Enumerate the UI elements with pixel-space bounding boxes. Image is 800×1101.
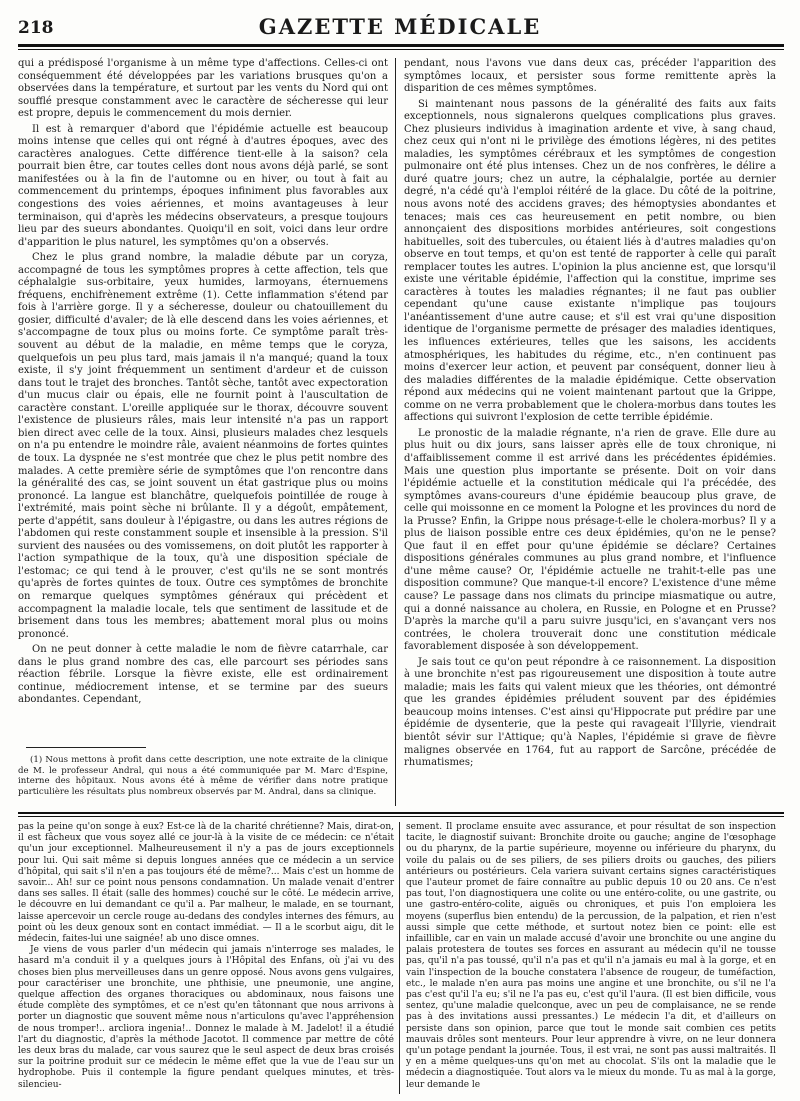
paragraph: Je viens de vous parler d'un médecin qui jamais n'interroge ses malades, le hasard m'a conduit il y a quelques jours à l'Hôpital des Enfans, où j'ai vu des choses bien plus merveilleuses dans un genre opposé. Nous avons gens vulgaires, pour caractériser une bronchite, une phthisie, une pneumonie, une angine, quelque affection des organes thoraciques ou abdominaux, nous faisons une étude complète des symptômes, et ce n'est qu'en tâtonnant que nous arrivons à porter un diagnostic que souvent même nous n'articulons qu'avec l'appréhension de nous tromper!.. arcliora ingenia!.. Donnez le malade à M. Jadelot! il a étudié l'art du diagnostic, d'après la méthode Jacotot. Il commence par mettre de côté les deux bras du malade, car vous saurez que le seul aspect de deux bras croisés sur la poitrine produit sur ce médecin le même effet que la vue de l'eau sur un hydrophobe. Puis il contemple la figure pendant quelques minutes, et très-silencieu-: [18, 945, 394, 1090]
footnote: [18, 755, 388, 807]
header-rule-thin: [18, 49, 784, 50]
paragraph: Je sais tout ce qu'on peut répondre à ce raisonnement. La disposition à une bronchite n'est pas rigoureusement une disposition à toute autre maladie; mais les faits qui valent mieux que les théories, ont démontré que les grandes épidémies préludent souvent par des épidémies beaucoup moins intenses. C'est ainsi qu'Hippocrate put prédire par une épidémie de dysenterie, que la peste qui ravageait l'Illyrie, viendrait bientôt sévir sur l'Attique; qu'à Naples, l'épidémie si grave de fièvre malignes observée en 1764, fut au rapport de Sarcône, précédée de rhumatismes;: [404, 656, 776, 769]
paragraph: On ne peut donner à cette maladie le nom de fièvre catarrhale, car dans le plus grand nombre des cas, elle parcourt ses périodes sans réaction fébrile. Lorsque la fièvre existe, elle est ordinairement continue, médiocrement intense, et se termine par des sueurs abondantes. Cependant,: [18, 644, 388, 706]
feuilleton-right-column: [406, 822, 776, 1094]
paragraph: Il est à remarquer d'abord que l'épidémie actuelle est beaucoup moins intense que celles qui ont régné à d'autres époques, avec des caractères analogues. Cette différence tient-elle à la saison? cela pourrait bien être, car toutes celles dont nous avons déjà parlé, se sont manifestées ou à la fin de l'automne ou en hiver, ou tout à fait au commencement du printemps, époques infiniment plus favorables aux congestions des voies aériennes, et moins avantageuses à leur terminaison, qui d'après les médecins observateurs, a presque toujours lieu par des sueurs abondantes. Quoiqu'il en soit, voici dans leur ordre d'apparition le plus naturel, les symptômes qu'on a observés.: [18, 123, 388, 248]
feuilleton-left-column: [18, 822, 394, 1094]
feuilleton-divider: [399, 822, 400, 1094]
paragraph: sement. Il proclame ensuite avec assurance, et pour résultat de son inspection tacite, le diagnostif suivant: Bronchite droite ou gauche; angine de l'œsophage ou du pharynx, de la partie supérieure, moyenne ou inférieure du pharynx, du voile du palais ou de ses piliers, de ses piliers droits ou gauches, des piliers antérieurs ou postérieurs. Cela variera suivant certains signes caractéristiques que l'auteur promet de faire connaître au public depuis 10 ou 20 ans. Ce n'est pas tout, l'on diagnostiquera une colite ou une entéro-colite, ou une gastrite, ou une gastro-entéro-colite, aiguës ou chroniques, et puis l'on emploiera les moyens (superflus bien entendu) de la percussion, de la palpation, et rien n'est aussi simple que cette méthode, et surtout notez bien ce point: elle est infaillible, car en vain un malade accusé d'avoir une bronchite ou une angine du palais protestera de toutes ses forces en assurant au médecin qu'il ne tousse pas, qu'il n'a pas toussé, qu'il n'a pas et qu'il n'a jamais eu mal à la gorge, et en vain l'inspection de la bouche constatera l'absence de rougeur, de tuméfaction, etc., le malade n'en aura pas moins une angine et une bronchite, ou s'il ne l'a pas c'est qu'il l'a eu; s'il ne l'a pas eu, c'est qu'il l'aura. (Il est bien difficile, vous sentez, qu'une maladie quelconque, avec un peu de complaisance, ne se rende pas à des invitations aussi pressantes.) Le médecin l'a dit, et d'ailleurs on persiste dans son opinion, parce que tout le monde sait combien ces petits mauvais drôles sont menteurs. Pour leur apprendre à vivre, on ne leur donnera qu'un potage pendant la journée. Tous, il est vrai, ne sont pas aussi maltraités. Il y en a même quelques-uns qu'on met au chocolat. S'ils ont la maladie que le médecin a diagnostiquée. Tout alors va le mieux du monde. Tu as mal à la gorge, leur demande le: [406, 822, 776, 1090]
paragraph: Si maintenant nous passons de la généralité des faits aux faits exceptionnels, nous signalerons quelques complications plus graves. Chez plusieurs individus à imagination ardente et vive, à sang chaud, chez ceux qui n'ont ni le privilège des émotions légères, ni des petites maladies, les symptômes cérébraux et les symptômes de congestion pulmonaire ont été plus intenses. Chez un de nos confrères, le délire a duré quatre jours; chez un autre, la céphalalgie, portée au dernier degré, n'a cédé qu'à l'emploi réitéré de la glace. Du côté de la poitrine, nous avons noté des accidens graves; des hémoptysies abondantes et tenaces; mais ces cas heureusement en petit nombre, ou bien annonçaient des dispositions morbides antérieures, soit congestions habituelles, soit des tubercules, ou étaient liés à d'autres maladies qu'on observe en tout temps, et qu'on est tenté de rapporter à celle qui paraît remplacer toutes les autres. L'opinion la plus ancienne est, que lorsqu'il existe une véritable épidémie, l'affection qui la constitue, imprime ses caractères à toutes les maladies régnantes; il ne faut pas oublier cependant qu'une cause existante n'implique pas toujours l'anéantissement d'une autre cause; et s'il est vrai qu'une disposition identique de l'organisme permette de présager des maladies identiques, les influences extérieures, telles que les saisons, les accidents atmosphériques, les habitudes du régime, etc., n'en continuent pas moins d'exercer leur action, et peuvent par conséquent, donner lieu à des maladies différentes de la maladie épidémique. Cette observation répond aux médecins qui ne voient maintenant partout que la Grippe, comme on ne verra probablement que le cholera-morbus dans toutes les affections qui suivront l'explosion de cette terrible épidémie.: [404, 98, 776, 424]
footnote-text: (1) Nous mettons à profit dans cette description, une note extraite de la clinique de M. le professeur Andral, qui nous a été communiquée par M. Marc d'Espine, interne des hôpitaux. Nous avons été à même de vérifier dans notre pratique particulière les résultats plus nombreux observés par M. Andral, dans sa clinique.: [18, 755, 388, 797]
paragraph: pendant, nous l'avons vue dans deux cas, précéder l'apparition des symptômes locaux, et persister sous forme remittente après la disparition de ces mêmes symptômes.: [404, 58, 776, 95]
page-number: 218: [18, 18, 54, 38]
masthead-title: GAZETTE MÉDICALE: [258, 14, 542, 39]
column-divider: [395, 58, 396, 806]
paragraph: qui a prédisposé l'organisme à un même type d'affections. Celles-ci ont conséquemment été développées par les variations brusques qu'on a observées dans la température, et surtout par les vents du Nord qui ont soufflé presque constamment avec le caractère de sécheresse qui leur est propre, depuis le commencement du mois dernier.: [18, 58, 388, 120]
paragraph: Le pronostic de la maladie régnante, n'a rien de grave. Elle dure au plus huit ou dix jours, sans laisser après elle de toux chronique, ni d'affaiblissement comme il est arrivé dans les précédentes épidémies. Mais une question plus importante se présente. Doit on voir dans l'épidémie actuelle et la constitution médicale qui l'a précédée, des symptômes avans-coureurs d'une épidémie beaucoup plus grave, de celle qui moissonne en ce moment la Pologne et les provinces du nord de la Prusse? Enfin, la Grippe nous présage-t-elle le cholera-morbus? Il y a plus de liaison possible entre ces deux épidémies, qu'on ne le pense? Que faut il en effet pour qu'une épidémie se déclare? Certaines dispositions générales communes au plus grand nombre, et l'influence d'une même cause? Or, l'épidémie actuelle ne trahit-t-elle pas une disposition commune? Que manque-t-il encore? L'existence d'une même cause? Le passage dans nos climats du principe miasmatique ou autre, qui a donné naissance au cholera, en Russie, en Pologne et en Prusse? D'après la marche qu'il a paru suivre jusqu'ici, en s'avançant vers nos contrées, le cholera trouverait donc une constitution médicale favorablement disposée à son développement.: [404, 427, 776, 653]
upper-right-column: [404, 58, 776, 769]
paragraph: pas la peine qu'on songe à eux? Est-ce là de la charité chrétienne? Mais, dirat-on, il est fâcheux que vous soyez allé ce jour-là à la visite de ce médecin: ce n'était qu'un jour exceptionnel. Malheureusement il n'y a pas de jours exceptionnels pour lui. Qui sait même si depuis longues années que ce médecin a un service d'hôpital, qui sait s'il n'en a pas toujours été de même?... Mais c'est un homme de savoir... Ah! sur ce point nous pensons condamnation. Un malade venait d'entrer dans ses salles. Il était (salle des hommes) couché sur le côté. Le médecin arrive, le découvre en lui demandant ce qu'il a. Par malheur, le malade, en se tournant, laisse apercevoir un cercle rouge au-dedans des condyles internes des fémurs, au point où les deux genoux sont en contact immédiat. — Il a le scorbut aigu, dit le médecin, faites-lui une saignée! ab uno disce omnes.: [18, 822, 394, 945]
footnote-rule: [26, 747, 146, 748]
upper-left-column: [18, 58, 388, 740]
paragraph: Chez le plus grand nombre, la maladie débute par un coryza, accompagné de tous les symptômes propres à cette affection, tels que céphalalgie sus-orbitaire, yeux humides, larmoyans, éternuemens fréquens, enchifrènement extrême (1). Cette inflammation s'étend par fois à l'arrière gorge. Il y a sécheresse, douleur ou chatouillement du gosier, difficulté d'avaler; de là elle descend dans les voies aériennes, et s'accompagne de toux plus ou moins forte. Ce symptôme paraît très-souvent au début de la maladie, en même temps que le coryza, quelquefois un peu plus tard, mais jamais il n'a manqué; quand la toux existe, il s'y joint fréquemment un sentiment d'ardeur et de cuisson dans tout le trajet des bronches. Tantôt sèche, tantôt avec expectoration d'un mucus clair ou épais, elle ne fournit point à l'auscultation de caractère constant. L'oreille appliquée sur le thorax, découvre souvent l'existence de plusieurs râles, mais leur intensité n'a pas un rapport bien direct avec celle de la toux. Ainsi, plusieurs malades chez lesquels on n'a pu entendre le moindre râle, avaient néanmoins de fortes quintes de toux. La dyspnée ne s'est montrée que chez le plus petit nombre des malades. A cette première série de symptômes que l'on rencontre dans la généralité des cas, se joint souvent un état gastrique plus ou moins prononcé. La langue est blanchâtre, quelquefois pointillée de rouge à l'extrémité, mais point sèche ni brûlante. Il y a dégoût, empâtement, perte d'appétit, sans douleur à l'épigastre, ou dans les autres régions de l'abdomen qui reste constamment souple et insensible à la pression. S'il survient des nausées ou des vomissemens, on doit plutôt les rapporter à l'action sympathique de la toux, qu'à une disposition spéciale de l'estomac; ce qui tend à le prouver, c'est qu'ils ne se sont montrés qu'après de fortes quintes de toux. Outre ces symptômes de bronchite on remarque quelques symptômes généraux qui précèdent et accompagnent la maladie locale, tels que sentiment de lassitude et de brisement dans tous les membres; abattement moral plus ou moins prononcé.: [18, 252, 388, 640]
feuilleton-rule-thin: [18, 816, 784, 817]
feuilleton-rule-thick: [18, 812, 784, 814]
header-rule-thick: [18, 44, 784, 47]
